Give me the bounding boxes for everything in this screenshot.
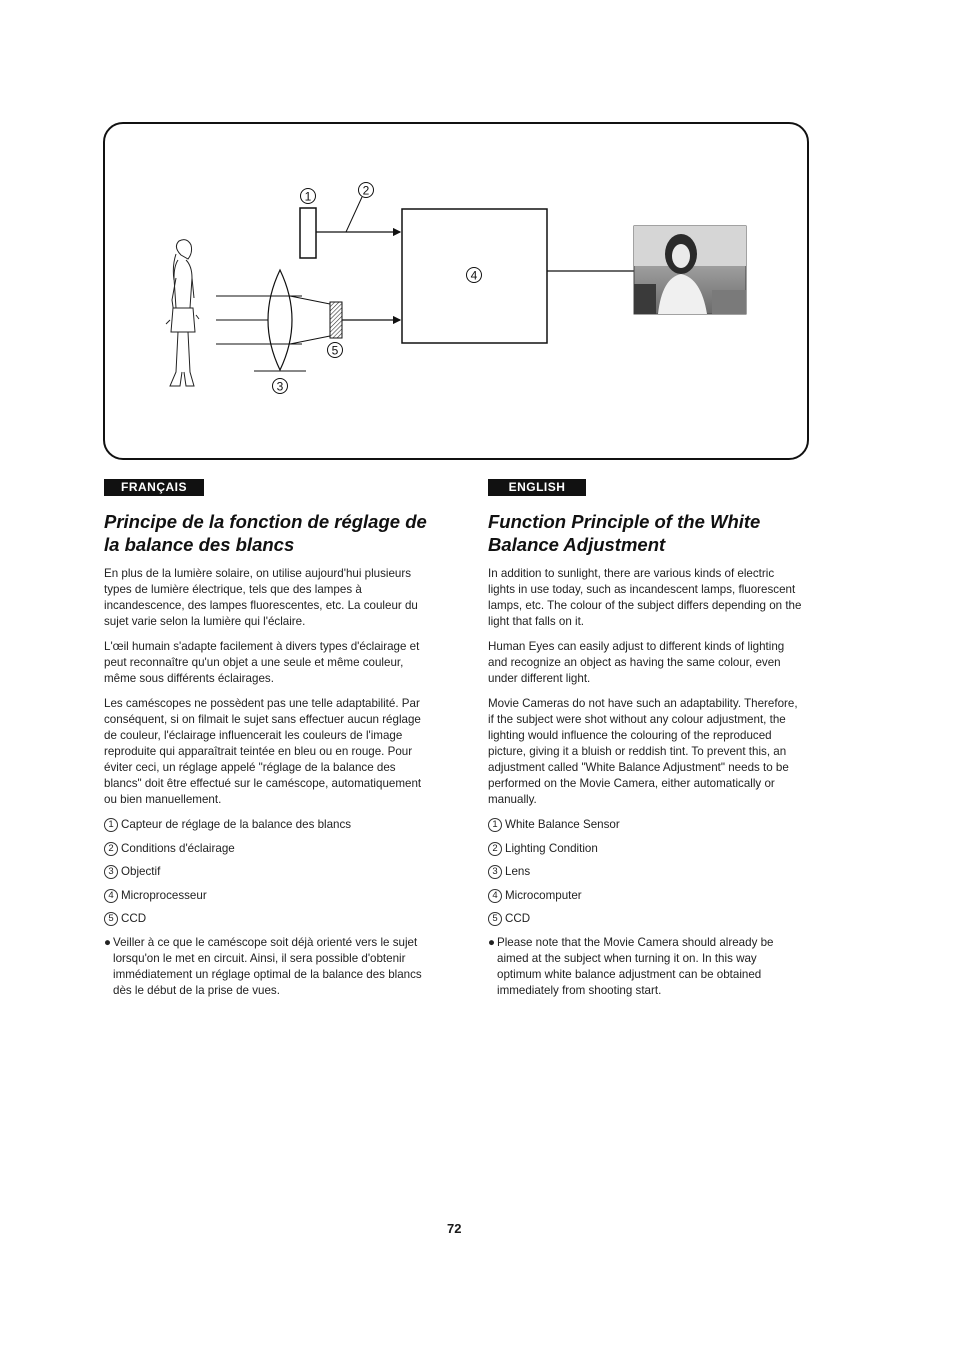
svg-text:3: 3: [276, 379, 284, 394]
page-number: 72: [447, 1221, 462, 1236]
legend-text: Microprocesseur: [121, 888, 207, 902]
legend-text: Microcomputer: [505, 888, 582, 902]
language-tab-francais: FRANÇAIS: [104, 479, 204, 496]
legend-item: [488, 888, 804, 904]
svg-text:2: 2: [362, 183, 370, 198]
english-section-title: Function Principle of the White Balance Adjustment: [488, 511, 761, 555]
language-tab-english: ENGLISH: [488, 479, 586, 496]
english-paragraph: Human Eyes can easily adjust to different kinds of lighting and recognize an object as having the same colour, even under different light.: [488, 640, 785, 685]
legend-text: Conditions d'éclairage: [121, 841, 235, 855]
french-section-title: Principe de la fonction de réglage de la balance des blancs: [104, 511, 427, 555]
callout-5: [328, 343, 343, 358]
bullet-icon: ●: [104, 935, 112, 949]
legend-item: [104, 911, 434, 927]
svg-text:5: 5: [331, 343, 339, 358]
legend-text: CCD: [121, 912, 147, 925]
legend-number: 1: [488, 818, 502, 832]
legend-item: [104, 888, 434, 904]
french-legend-list: [104, 817, 434, 927]
callout-1: [301, 189, 316, 204]
legend-number: 1: [104, 818, 118, 832]
legend-number: 4: [488, 889, 502, 903]
legend-item: [488, 841, 804, 857]
french-paragraph: L'œil humain s'adapte facilement à divers types d'éclairage et peut reconnaître qu'un objet a une seule et même couleur, même sous différents éclairages.: [104, 640, 420, 685]
english-note-text: Please note that the Movie Camera should already be aimed at the subject when turning it on. In this way optimum white balance adjustment can be obtained immediately from shooting start.: [497, 935, 774, 997]
monitor-picture: [634, 226, 746, 314]
legend-number: 5: [104, 912, 118, 926]
legend-item: [488, 817, 804, 833]
french-column: [104, 478, 434, 999]
callout-2: [359, 183, 374, 198]
french-note-text: Veiller à ce que le caméscope soit déjà orienté vers le sujet lorsqu'on le met en circuit. Ainsi, il sera possible d'obtenir immédiatement un réglage optimal de la balance des blancs dès le début de la prise de vues.: [113, 935, 422, 997]
legend-item: [488, 864, 804, 880]
legend-number: 3: [104, 865, 118, 879]
english-paragraph: In addition to sunlight, there are various kinds of electric lights in use today, such as incandescent lamps, fluorescent lamps, etc. The colour of the subject differs depending on the light that falls on it.: [488, 567, 802, 628]
legend-number: 2: [488, 842, 502, 856]
white-balance-sensor-icon: [300, 208, 316, 258]
french-note: [104, 935, 434, 999]
legend-number: 2: [104, 842, 118, 856]
french-paragraph: Les caméscopes ne possèdent pas une telle adaptabilité. Par conséquent, si on filmait le sujet sans effectuer aucun réglage de couleur, l'éclairage influencerait les couleurs de l'image reproduite qui apparaîtrait teintée en bleu ou en rouge. Pour éviter ceci, un réglage appelé "réglage de la balance des blancs" doit être effectué sur le caméscope, automatiquement ou bien manuellement.: [104, 697, 422, 806]
svg-text:1: 1: [304, 189, 312, 204]
svg-text:4: 4: [470, 268, 478, 283]
english-legend-list: [488, 817, 804, 927]
english-paragraph: Movie Cameras do not have such an adaptability. Therefore, if the subject were shot without any colour adjustment, the lighting would influence the colouring of the reproduced picture, giving it a bluish or reddish tint. To prevent this, an adjustment called "White Balance Adjustment" needs to be performed on the Movie Camera, either automatically or manually.: [488, 697, 798, 806]
legend-item: [488, 911, 804, 927]
lens-icon: [268, 270, 292, 370]
bullet-icon: ●: [488, 935, 496, 949]
legend-item: [104, 841, 434, 857]
legend-text: Objectif: [121, 865, 161, 878]
callout-3: [273, 379, 288, 394]
english-column: [488, 478, 804, 999]
legend-text: CCD: [505, 912, 531, 925]
french-paragraph: En plus de la lumière solaire, on utilise aujourd'hui plusieurs types de lumière électrique, tels que des lampes à incandescence, des lampes fluorescentes, etc. La couleur du sujet varie selon la lumière qui l'éclaire.: [104, 567, 418, 628]
legend-text: Lens: [505, 865, 531, 878]
subject-person-figure: [166, 240, 199, 386]
legend-item: [104, 817, 434, 833]
legend-item: [104, 864, 434, 880]
legend-text: Lighting Condition: [505, 841, 598, 855]
legend-number: 3: [488, 865, 502, 879]
legend-number: 5: [488, 912, 502, 926]
legend-number: 4: [104, 889, 118, 903]
legend-text: Capteur de réglage de la balance des blancs: [121, 818, 352, 831]
legend-text: White Balance Sensor: [505, 818, 620, 831]
english-note: [488, 935, 804, 999]
ccd-sensor-icon: [330, 302, 342, 338]
